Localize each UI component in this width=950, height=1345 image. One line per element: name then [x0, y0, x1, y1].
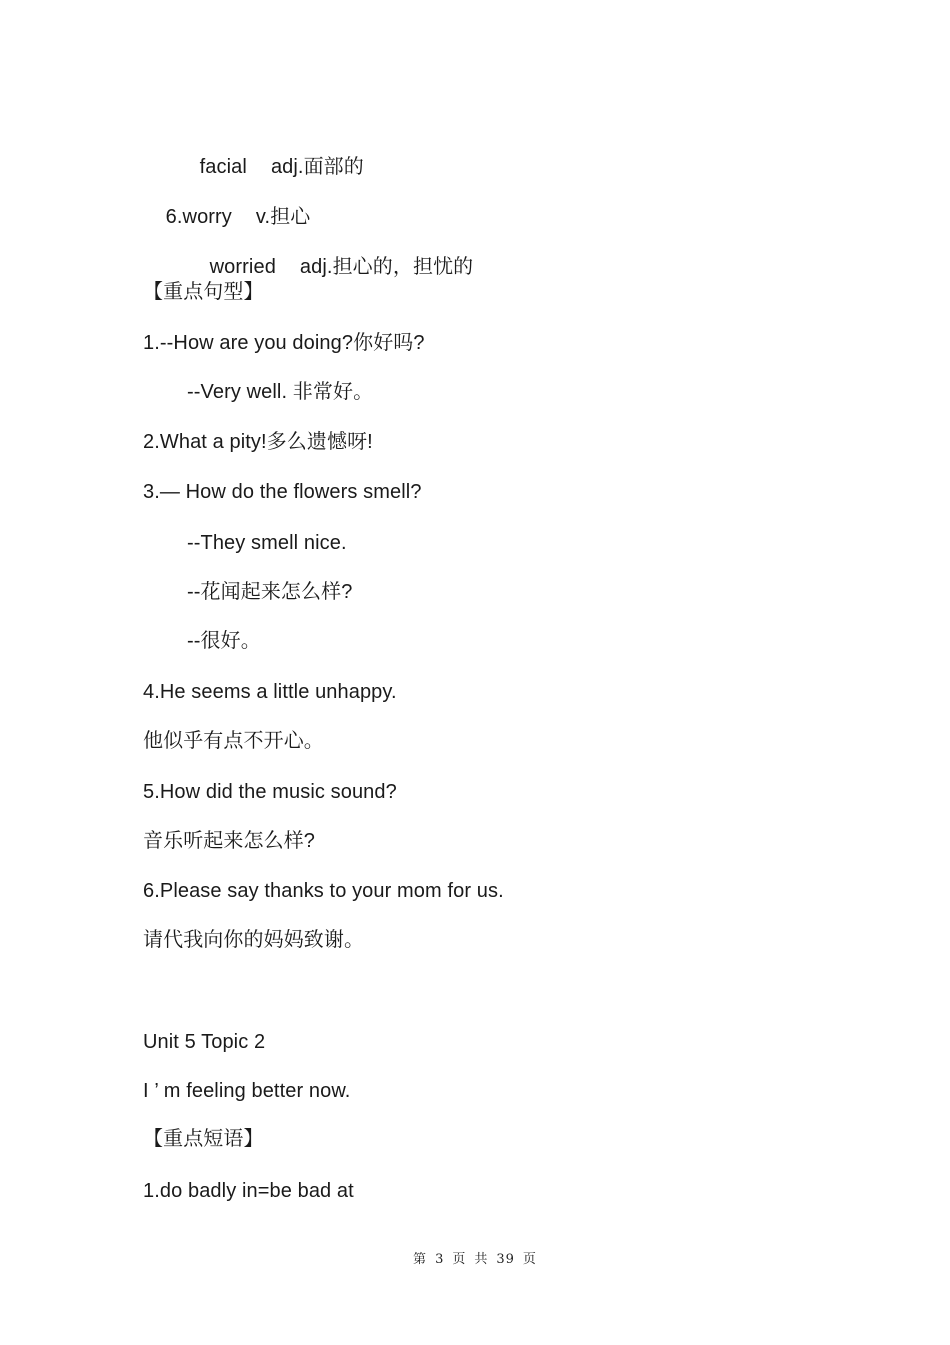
sentence-line: --Very well. 非常好。: [187, 381, 374, 403]
footer-page-number: 3: [435, 1252, 445, 1267]
sentence-line: 6.Please say thanks to your mom for us.: [143, 880, 504, 902]
footer-total-pages: 39: [496, 1252, 515, 1267]
sentence-line: --很好。: [187, 630, 261, 652]
section-heading-key-phrases: 【重点短语】: [143, 1128, 264, 1150]
topic-title: I ’ m feeling better now.: [143, 1080, 351, 1102]
phrase-line: 1.do badly in=be bad at: [143, 1180, 354, 1202]
vocab-definition: adj.面部的: [270, 156, 364, 178]
sentence-line: --花闻起来怎么样?: [187, 581, 353, 603]
vocab-word: 6.worry: [165, 206, 232, 228]
sentence-translation: 他似乎有点不开心。: [143, 730, 324, 752]
footer-total-label: 共: [474, 1252, 489, 1267]
sentence-line: --They smell nice.: [187, 532, 347, 554]
sentence-translation: 请代我向你的妈妈致谢。: [143, 929, 365, 951]
sentence-line: 5.How did the music sound?: [143, 781, 397, 803]
footer-page-unit: 页: [452, 1252, 467, 1267]
footer-prefix: 第: [413, 1252, 428, 1267]
vocab-definition: adj.担心的，担忧的: [299, 256, 474, 278]
vocab-definition: v.担心: [255, 206, 311, 228]
unit-heading: Unit 5 Topic 2: [143, 1031, 266, 1053]
vocab-word: worried: [209, 256, 276, 278]
section-heading-key-sentences: 【重点句型】: [143, 281, 264, 303]
vocab-word: facial: [199, 156, 247, 178]
footer-total-unit: 页: [522, 1252, 537, 1267]
sentence-translation: 音乐听起来怎么样?: [143, 830, 316, 852]
sentence-line: 4.He seems a little unhappy.: [143, 681, 397, 703]
sentence-line: 2.What a pity!多么遗憾呀!: [143, 431, 373, 453]
sentence-line: 3.— How do the flowers smell?: [143, 481, 422, 503]
page-footer: [0, 1248, 950, 1267]
sentence-line: 1.--How are you doing?你好吗?: [143, 332, 425, 354]
